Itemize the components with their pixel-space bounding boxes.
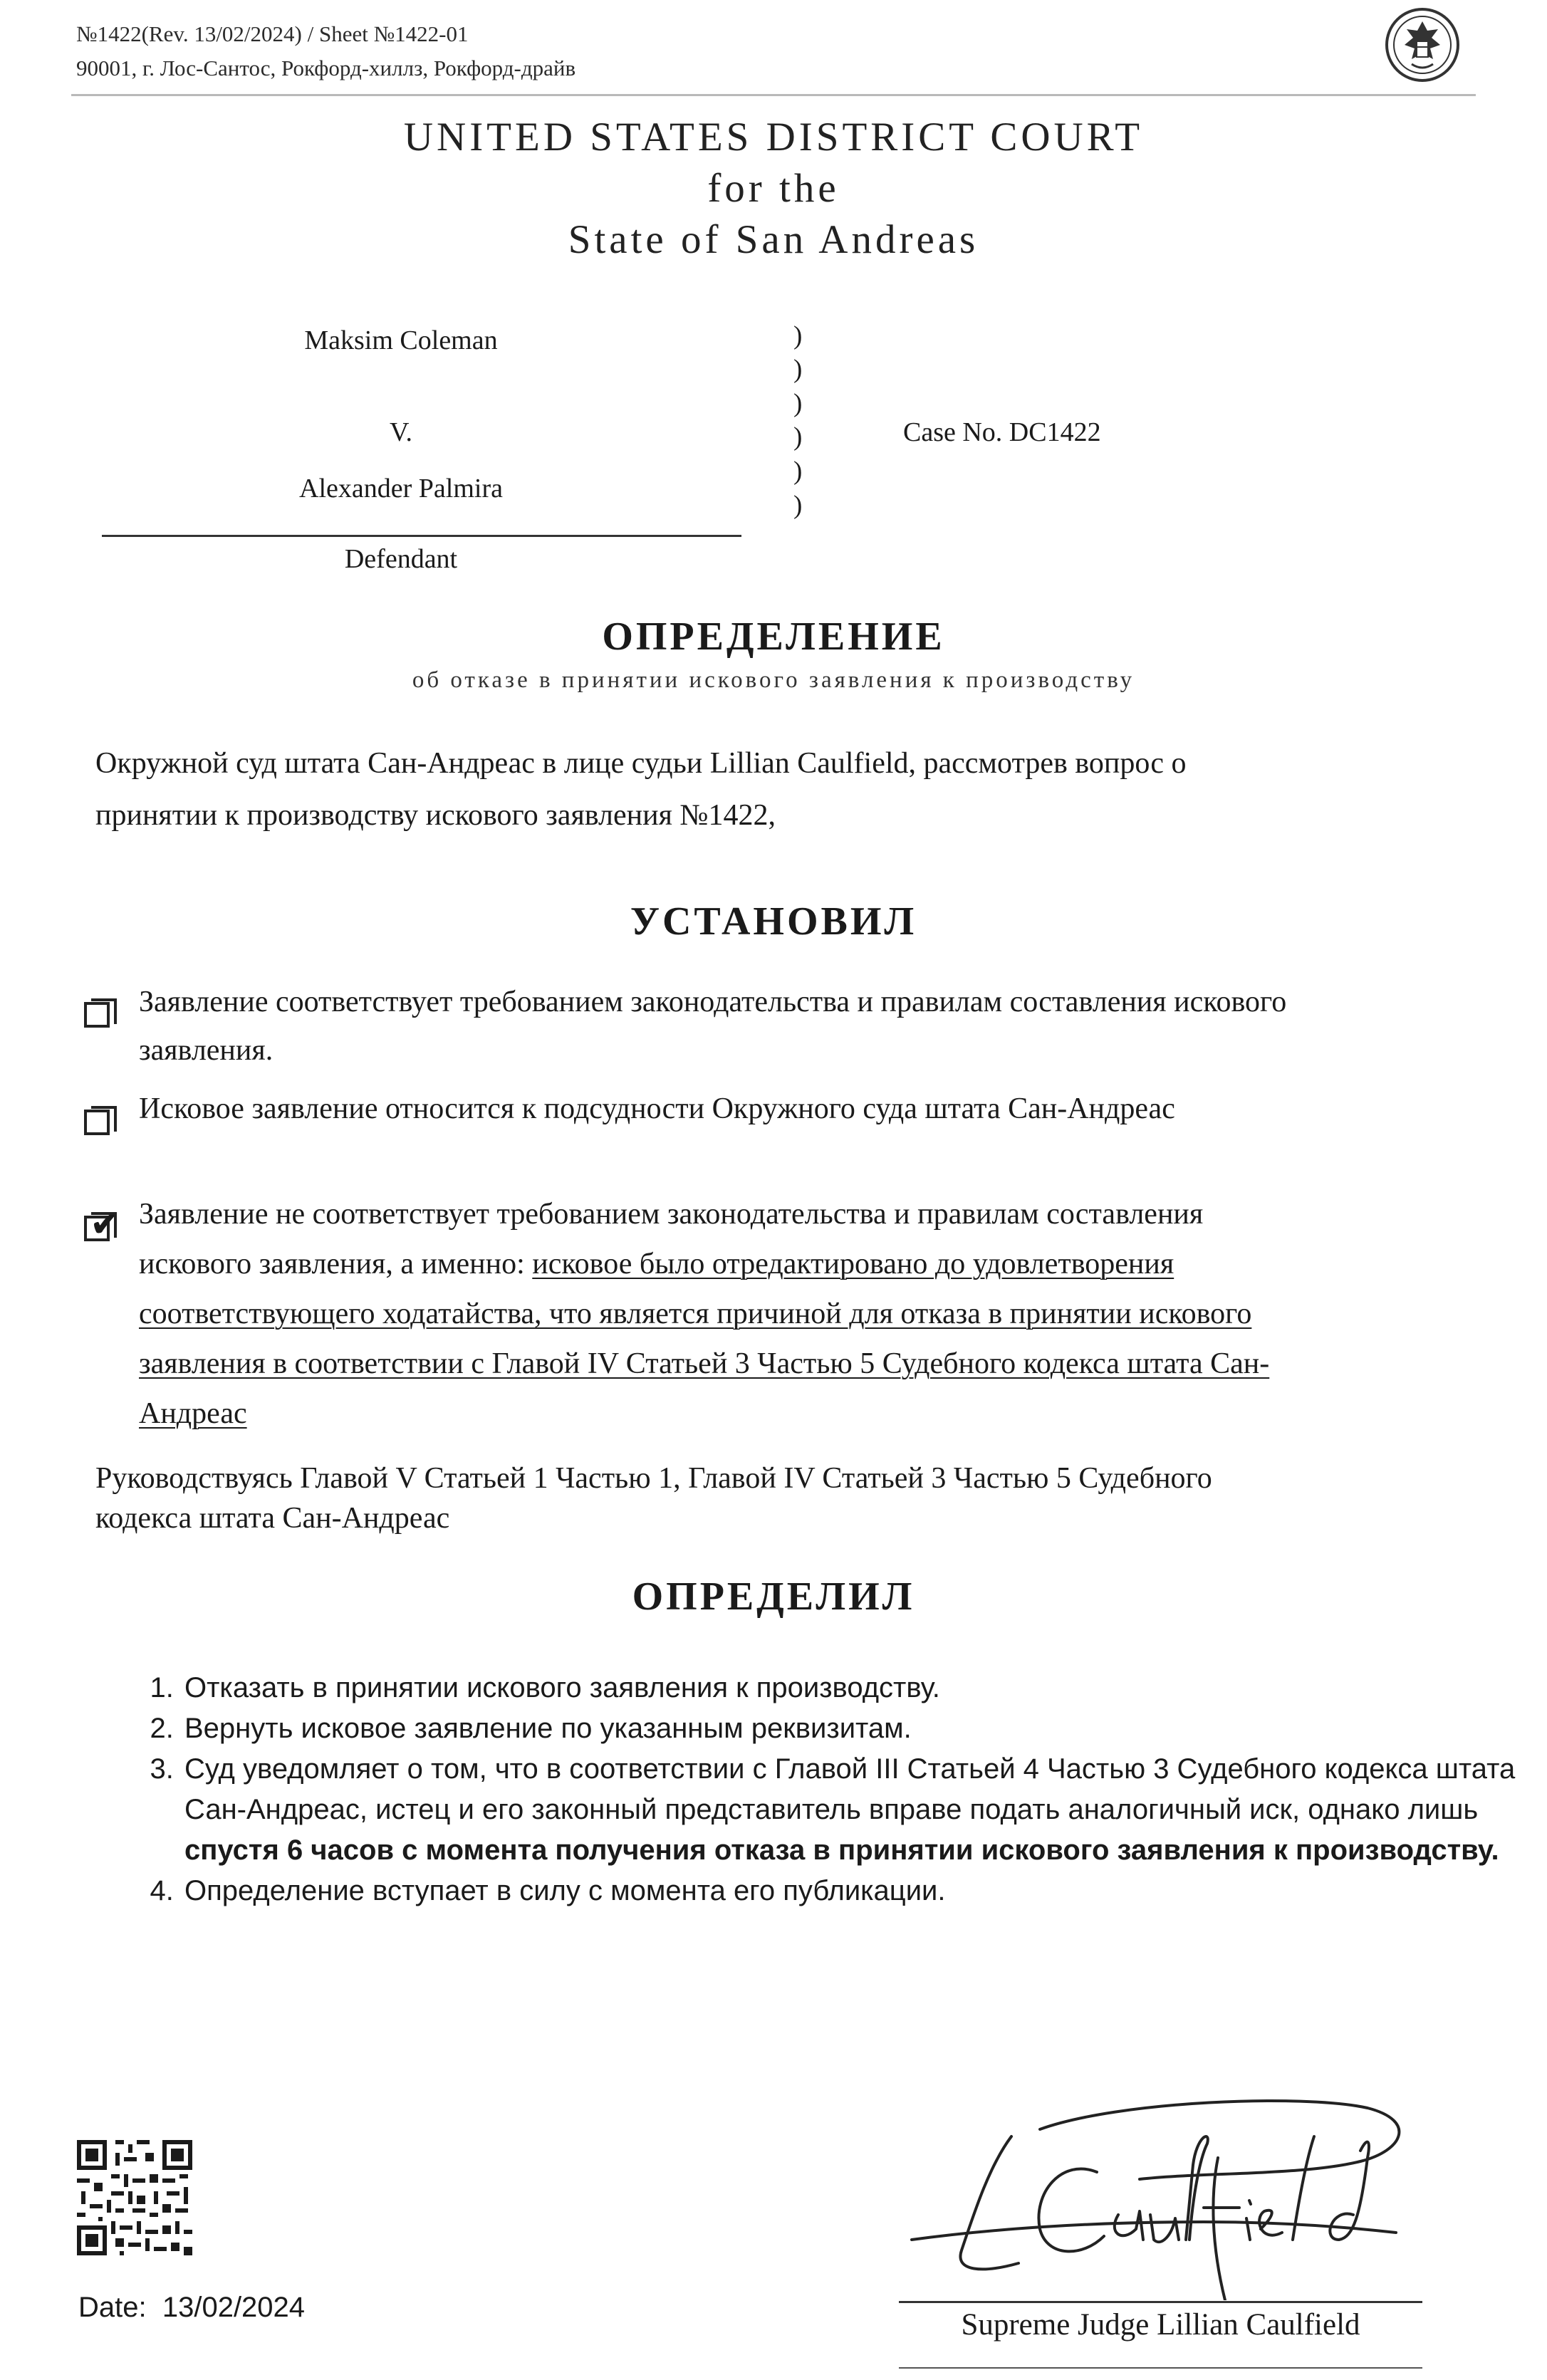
court-state: State of San Andreas bbox=[568, 217, 979, 262]
finding-reason: соответствующего ходатайства, что является причиной для отказа в принятии искового bbox=[139, 1298, 1252, 1330]
court-for-the: for the bbox=[707, 166, 840, 211]
checkbox-unchecked-icon bbox=[84, 1110, 110, 1135]
qr-code-icon bbox=[77, 2140, 192, 2255]
header-divider bbox=[71, 94, 1476, 96]
caption-paren: ) bbox=[793, 422, 803, 452]
caption-paren: ) bbox=[793, 491, 803, 520]
court-seal-icon bbox=[1383, 6, 1462, 84]
finding-line: Исковое заявление относится к подсудности Окружного суда штата Сан-Андреас bbox=[139, 1092, 1175, 1125]
intro-line: принятии к производству искового заявления №1422, bbox=[95, 799, 776, 832]
decree-text: Суд уведомляет о том, что в соответствии с Главой III Статьей 4 Частью 3 Судебного кодекса штата Сан-Андреас, истец и его законный представитель вправе подать аналогичный иск, однако лишь bbox=[184, 1753, 1516, 1825]
defendant-label: Defendant bbox=[344, 544, 458, 574]
finding-line: Заявление не соответствует требованием законодательства и правилам составления bbox=[139, 1198, 1204, 1231]
case-number: Case No. DC1422 bbox=[903, 417, 1101, 447]
checkbox-unchecked-icon bbox=[84, 1002, 110, 1028]
date-label: Date: bbox=[78, 2292, 147, 2323]
court-name: UNITED STATES DISTRICT COURT bbox=[403, 115, 1144, 160]
versus-label: V. bbox=[389, 417, 413, 447]
finding-reason: исковое было отредактировано до удовлетворения bbox=[532, 1248, 1174, 1280]
established-heading: УСТАНОВИЛ bbox=[630, 899, 917, 944]
caption-paren: ) bbox=[793, 355, 803, 384]
caption-paren: ) bbox=[793, 389, 803, 418]
finding-line: заявления. bbox=[139, 1034, 274, 1067]
guided-line: кодекса штата Сан-Андреас bbox=[95, 1502, 450, 1535]
intro-line: Окружной суд штата Сан-Андреас в лице судьи Lillian Caulfield, рассмотрев вопрос о bbox=[95, 747, 1187, 780]
defendant-name: Alexander Palmira bbox=[299, 474, 503, 503]
signer-name: Supreme Judge Lillian Caulfield bbox=[961, 2308, 1360, 2342]
date-value: 13/02/2024 bbox=[162, 2292, 306, 2323]
finding-line bbox=[139, 1239, 1174, 1289]
court-address: 90001, г. Лос-Сантос, Рокфорд-хиллз, Рокфорд-драйв bbox=[76, 56, 576, 80]
decree-list bbox=[103, 1668, 1521, 1911]
decree-item bbox=[182, 1749, 1521, 1871]
decree-item: 2. Вернуть исковое заявление по указанным реквизитам. bbox=[182, 1708, 1521, 1749]
signature-line bbox=[899, 2301, 1422, 2303]
signature-underline bbox=[899, 2367, 1422, 2369]
plaintiff-name: Maksim Coleman bbox=[304, 325, 498, 355]
caption-paren: ) bbox=[793, 456, 803, 486]
decided-heading: ОПРЕДЕЛИЛ bbox=[632, 1575, 915, 1619]
judge-signature bbox=[905, 2087, 1432, 2300]
document-title: ОПРЕДЕЛЕНИЕ bbox=[602, 615, 945, 659]
caption-divider bbox=[102, 535, 741, 537]
finding-reason: Андреас bbox=[139, 1397, 247, 1430]
finding-reason: заявления в соответствии с Главой IV Статьей 3 Частью 5 Судебного кодекса штата Сан- bbox=[139, 1347, 1270, 1380]
decree-item: 4. Определение вступает в силу с момента его публикации. bbox=[182, 1871, 1521, 1911]
finding-text: искового заявления, а именно: bbox=[139, 1248, 533, 1280]
caption-paren: ) bbox=[793, 321, 803, 350]
form-number: №1422(Rev. 13/02/2024) / Sheet №1422-01 bbox=[76, 21, 469, 46]
guided-line: Руководствуясь Главой V Статьей 1 Частью 1, Главой IV Статьей 3 Частью 5 Судебного bbox=[95, 1462, 1212, 1495]
checkbox-checked-icon: ✔ bbox=[84, 1216, 110, 1241]
date-row bbox=[78, 2292, 305, 2324]
document-subtitle: об отказе в принятии искового заявления к производству bbox=[412, 667, 1135, 693]
decree-emphasis: спустя 6 часов с момента получения отказа в принятии искового заявления к производству. bbox=[184, 1834, 1499, 1866]
finding-line: Заявление соответствует требованием законодательства и правилам составления искового bbox=[139, 986, 1287, 1018]
decree-item: 1. Отказать в принятии искового заявления к производству. bbox=[182, 1668, 1521, 1708]
